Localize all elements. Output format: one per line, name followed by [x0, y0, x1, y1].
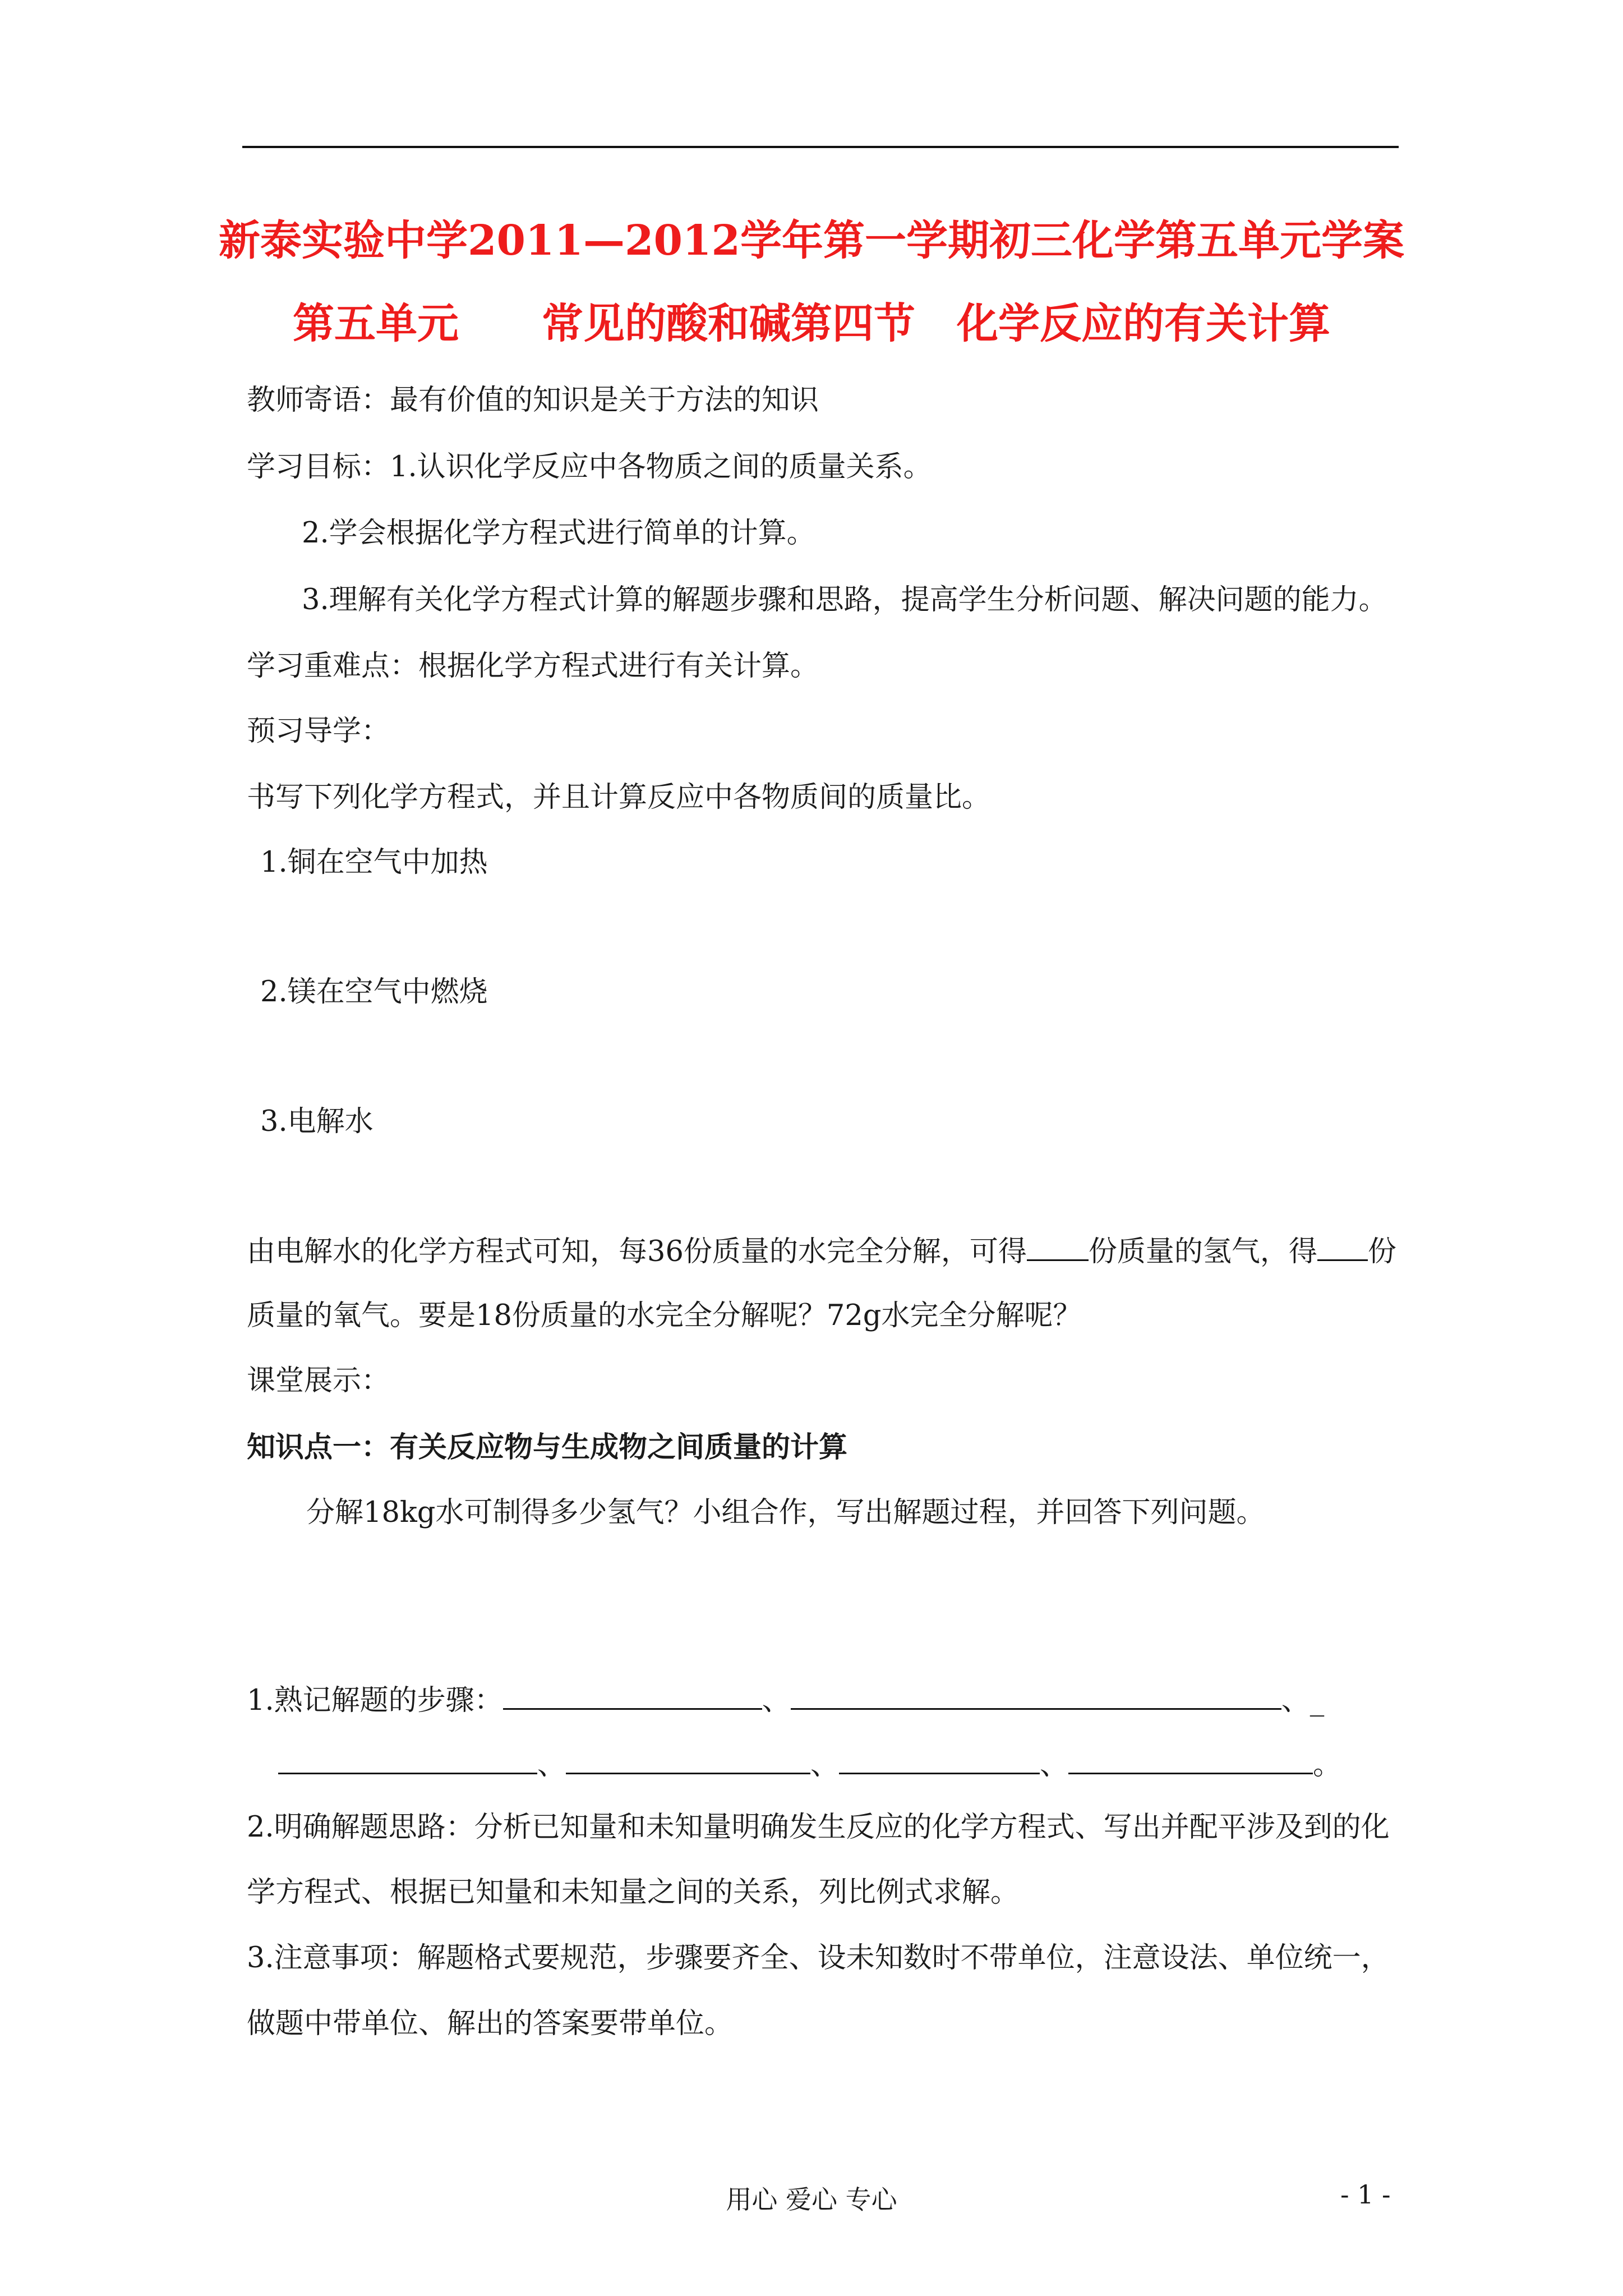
fill-text-c: 份 [1367, 1235, 1396, 1268]
fill-paragraph-line-1 [247, 1235, 1396, 1266]
oxygen-blank[interactable] [1317, 1235, 1368, 1261]
hydrogen-blank[interactable] [1027, 1235, 1089, 1261]
step-blank-3[interactable] [278, 1748, 537, 1774]
separator: 、 [1281, 1684, 1310, 1717]
task-statement: 分解18kg水可制得多少氢气？小组合作，写出解题过程，并回答下列问题。 [306, 1496, 1265, 1529]
teacher-words: 教师寄语：最有价值的知识是关于方法的知识 [247, 384, 819, 417]
page-number: - 1 - [1340, 2179, 1391, 2210]
thinking-line-2: 学方程式、根据已知量和未知量之间的关系，列比例式求解。 [247, 1876, 1020, 1909]
step-blank-4[interactable] [566, 1748, 810, 1774]
learning-goal-1: 学习目标：1.认识化学反应中各物质之间的质量关系。 [247, 450, 932, 484]
key-points: 学习重难点：根据化学方程式进行有关计算。 [247, 650, 819, 683]
steps-label: 1.熟记解题的步骤： [247, 1684, 503, 1717]
document-subtitle: 第五单元 常见的酸和碱第四节 化学反应的有关计算 [293, 300, 1330, 348]
learning-goal-2: 2.学会根据化学方程式进行简单的计算。 [302, 517, 815, 550]
learning-goal-3: 3.理解有关化学方程式计算的解题步骤和思路，提高学生分析问题、解决问题的能力。 [302, 583, 1387, 616]
step-blank-5[interactable] [839, 1748, 1040, 1774]
trailing-underscore: _ [1310, 1684, 1325, 1717]
thinking-line-1: 2.明确解题思路：分析已知量和未知量明确发生反应的化学方程式、写出并配平涉及到的化 [247, 1811, 1390, 1844]
separator: 、 [537, 1749, 566, 1782]
step-blank-1[interactable] [503, 1683, 762, 1710]
step-blank-2[interactable] [791, 1683, 1281, 1710]
separator: 、 [1040, 1749, 1069, 1782]
knowledge-point-1: 知识点一：有关反应物与生成物之间质量的计算 [247, 1430, 848, 1464]
classroom-heading: 课堂展示： [247, 1364, 390, 1397]
step-blank-6[interactable] [1068, 1748, 1313, 1774]
document-title: 新泰实验中学2011—2012学年第一学期初三化学第五单元学案 [219, 217, 1404, 265]
fill-text-a: 由电解水的化学方程式可知，每36份质量的水完全分解，可得 [247, 1235, 1027, 1268]
notes-line-2: 做题中带单位、解出的答案要带单位。 [247, 2007, 734, 2040]
preview-item-2: 2.镁在空气中燃烧 [260, 976, 488, 1009]
fill-paragraph-line-2: 质量的氧气。要是18份质量的水完全分解呢？72g水完全分解呢？ [247, 1299, 1082, 1332]
steps-line-1 [247, 1683, 1324, 1715]
footer-motto: 用心 爱心 专心 [726, 2184, 897, 2215]
steps-line-2 [278, 1748, 1342, 1782]
separator: 、 [810, 1749, 840, 1782]
header-rule [242, 146, 1399, 148]
separator: 、 [762, 1684, 791, 1717]
preview-item-3: 3.电解水 [260, 1105, 374, 1138]
preview-instruction: 书写下列化学方程式，并且计算反应中各物质间的质量比。 [247, 781, 991, 814]
preview-heading: 预习导学： [247, 715, 390, 748]
end-mark: 。 [1313, 1749, 1342, 1782]
notes-line-1: 3.注意事项：解题格式要规范，步骤要齐全、设未知数时不带单位，注意设法、单位统一， [247, 1941, 1390, 1975]
fill-text-b: 份质量的氢气，得 [1088, 1235, 1317, 1268]
preview-item-1: 1.铜在空气中加热 [260, 846, 488, 879]
